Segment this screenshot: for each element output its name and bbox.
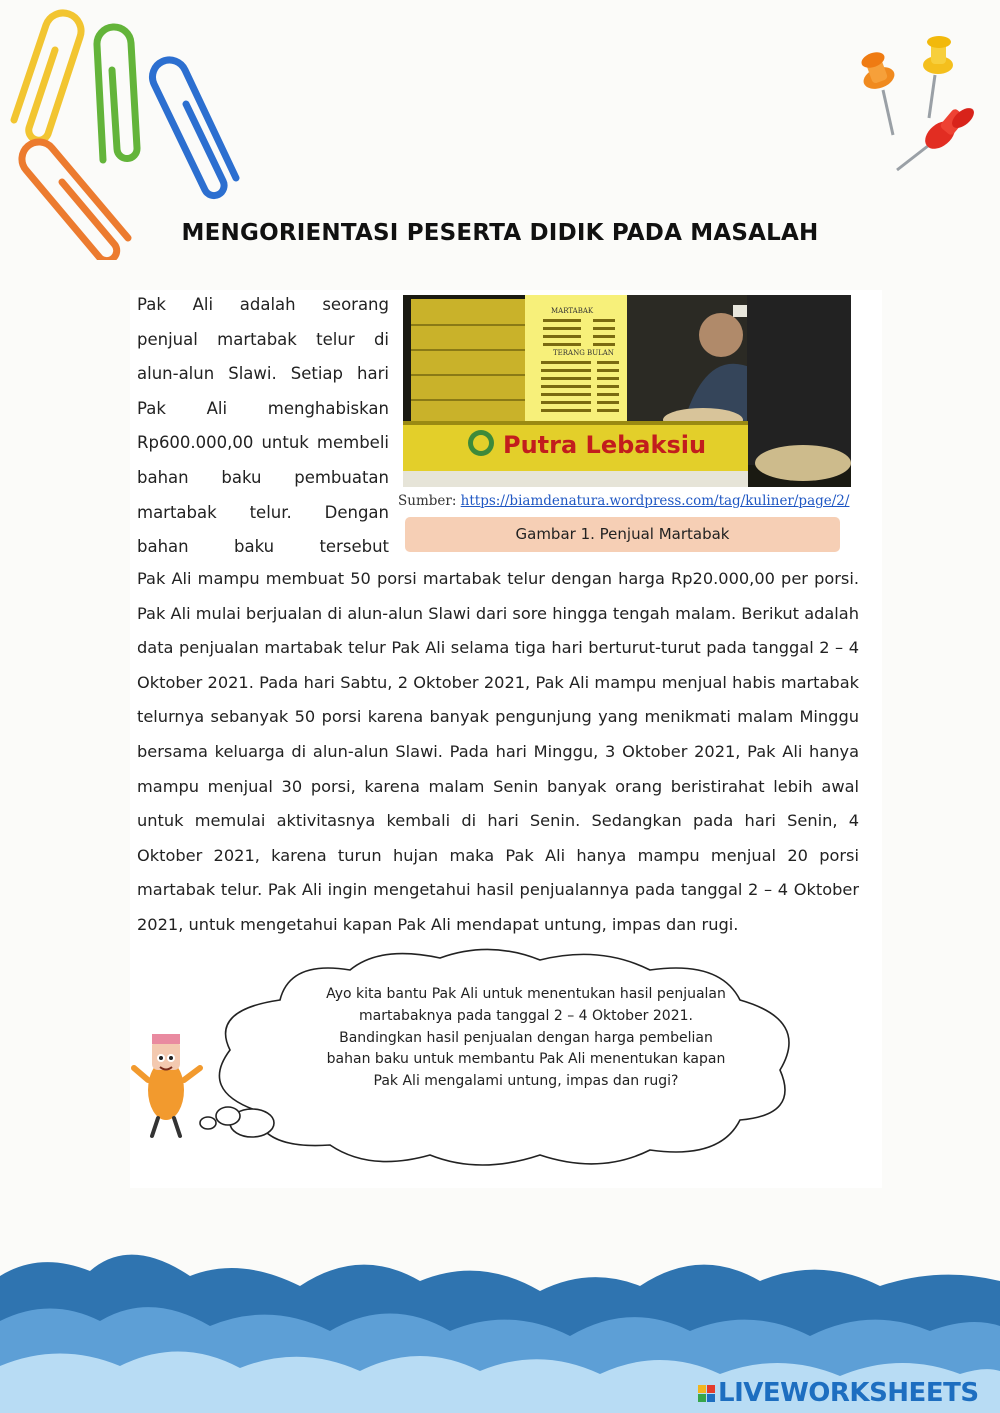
page-title: MENGORIENTASI PESERTA DIDIK PADA MASALAH (181, 220, 819, 246)
menu-heading-terang-bulan: TERANG BULAN (553, 349, 614, 357)
pushpin-orange-icon (859, 49, 897, 135)
martabak-stall-photo (403, 295, 851, 487)
stall-sign-text: Putra Lebaksiu (503, 431, 707, 459)
source-label: Sumber: (398, 493, 461, 509)
logo-mark-icon (698, 1385, 715, 1402)
pushpin-red-icon (897, 104, 977, 170)
menu-heading-martabak: MARTABAK (551, 307, 594, 315)
pencil-mascot-icon (134, 1034, 200, 1136)
logo-text: LIVEWORKSHEETS (718, 1378, 979, 1408)
paperclip-green-icon (97, 27, 137, 160)
source-link[interactable]: https://biamdenatura.wordpress.com/tag/kuliner/page/2/ (460, 493, 850, 509)
pushpin-decoration (855, 30, 985, 180)
paperclip-blue-icon (152, 60, 236, 196)
paperclip-yellow-icon (14, 13, 81, 140)
thought-cloud-text: Ayo kita bantu Pak Ali untuk menentukan hasil penjualan martabaknya pada tanggal 2 – 4 Oktober 2021. Bandingkan hasil penjualan dengan harga pembelian bahan baku untuk membantu Pak Ali menentukan kapan Pak Ali mengalami untung, impas dan rugi? (326, 986, 726, 1090)
main-paragraph: Pak Ali mampu membuat 50 porsi martabak telur dengan harga Rp20.000,00 per porsi. Pak Ali mulai berjualan di alun-alun Slawi dari sore hingga tengah malam. Berikut adalah data penjualan martabak telur Pak Ali selama tiga hari berturut-turut pada tanggal 2 – 4 Oktober 2021. Pada hari Sabtu, 2 Oktober 2021, Pak Ali mampu menjual habis martabak telurnya sebanyak 50 porsi karena banyak pengunjung yang menikmati malam Minggu bersama keluarga di alun-alun Slawi. Pada hari Minggu, 3 Oktober 2021, Pak Ali hanya mampu menjual 30 porsi, karena malam Senin banyak orang beristirahat lebih awal untuk memulai aktivitasnya kembali di hari Senin. Sedangkan pada hari Senin, 4 Oktober 2021, karena turun hujan maka Pak Ali hanya mampu menjual 20 porsi martabak telur. Pak Ali ingin mengetahui hasil penjualannya pada tanggal 2 – 4 Oktober 2021, untuk mengetahui kapan Pak Ali mendapat untung, impas dan rugi. (137, 569, 859, 934)
image-source (398, 493, 868, 509)
figure-caption: Gambar 1. Penjual Martabak (405, 517, 840, 552)
pushpin-yellow-icon (923, 36, 953, 118)
liveworksheets-logo[interactable] (698, 1376, 979, 1410)
intro-paragraph: Pak Ali adalah seorang penjual martabak telur di alun-alun Slawi. Setiap hari Pak Ali menghabiskan Rp600.000,00 untuk membeli bahan baku pembuatan martabak telur. Dengan bahan baku tersebut (137, 295, 389, 557)
